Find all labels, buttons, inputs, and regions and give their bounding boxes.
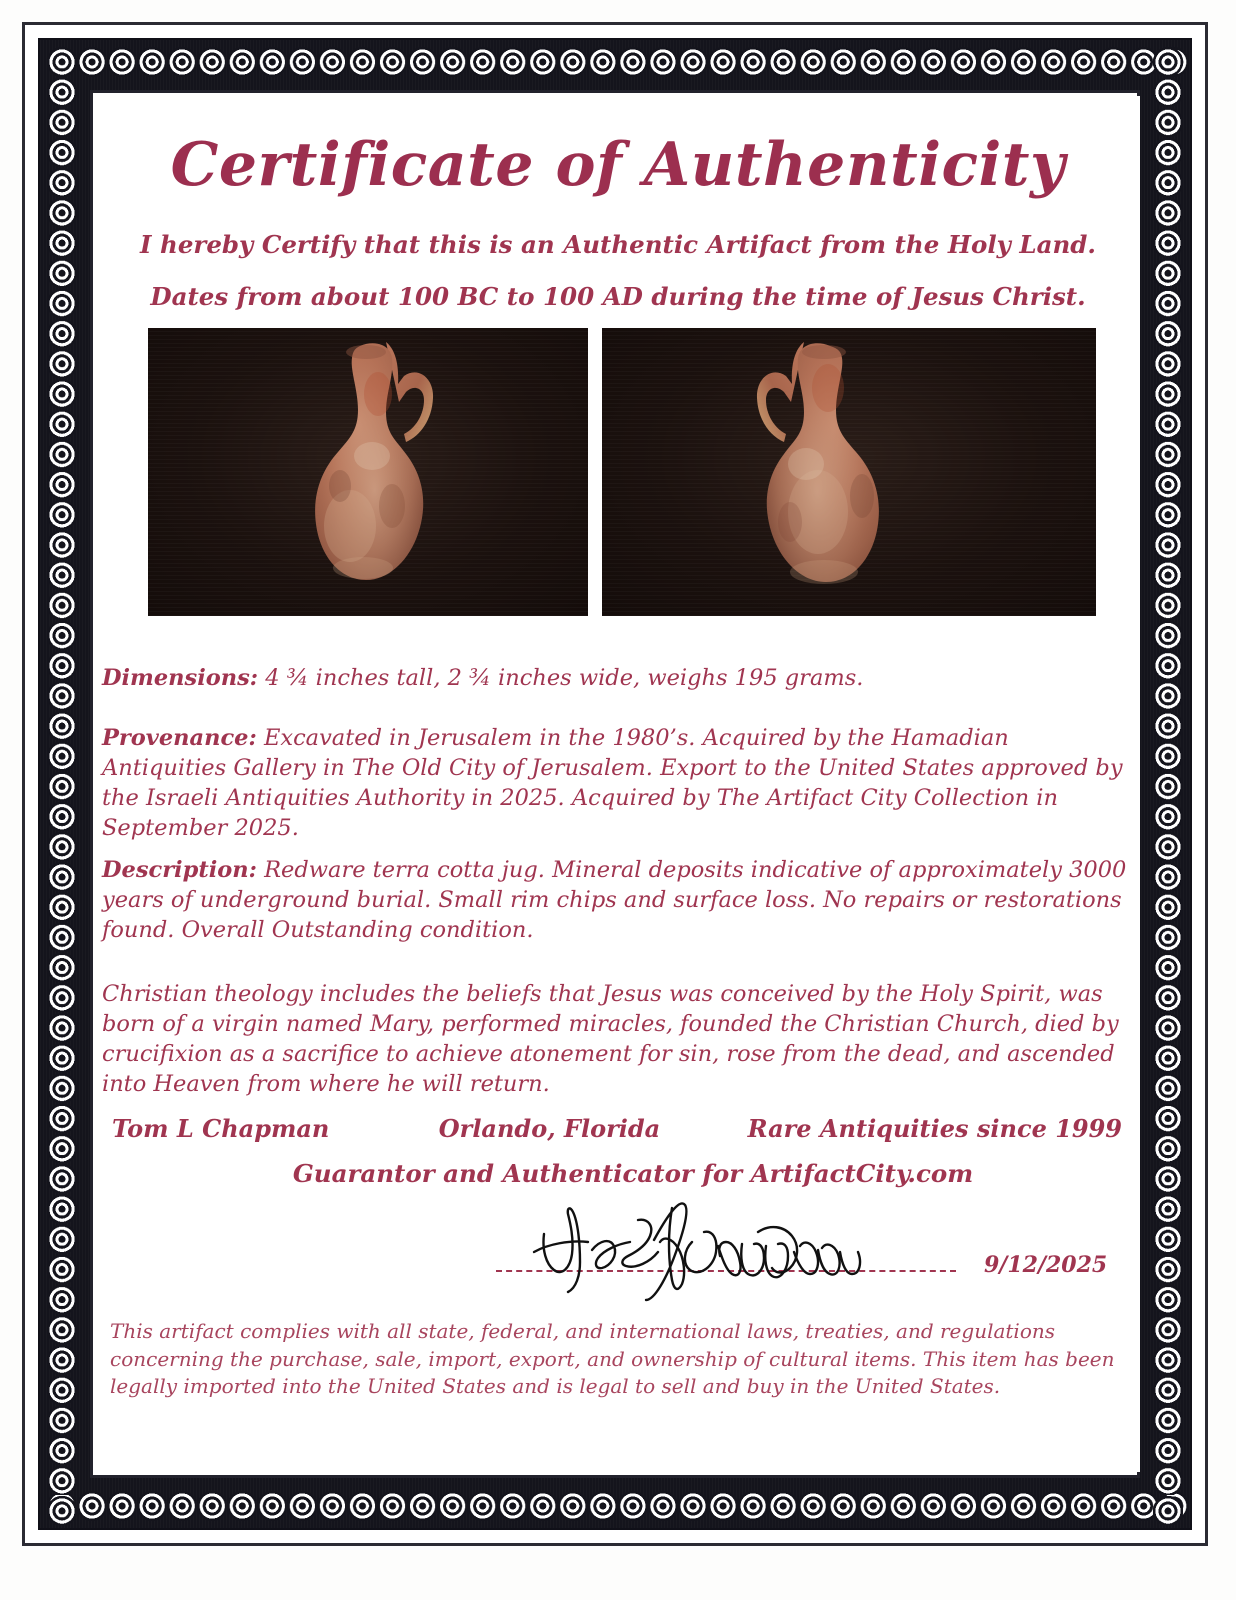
certificate-title: Certificate of Authenticity: [170, 130, 1066, 200]
provenance-label: Provenance:: [102, 724, 257, 751]
provenance-value: Excavated in Jerusalem in the 1980’s. Acquired by the Hamadian Antiquities Gallery in The Old City of Jerusalem. Export to the United States approved by the Israeli Antiquities Authority in 2025. Acquired by The Artifact City Collection in September 2025.: [102, 724, 1123, 841]
artifact-photo-back: [602, 328, 1096, 616]
description-paragraph: [102, 855, 1132, 945]
handwritten-signature-icon: [526, 1196, 926, 1304]
certificate-content: [96, 96, 1140, 1472]
dimensions-paragraph: [102, 663, 1132, 693]
jug-front-icon: [300, 336, 450, 608]
dating-statement: Dates from about 100 BC to 100 AD during the time of Jesus Christ.: [150, 281, 1086, 311]
border-circles-right-icon: [1152, 46, 1184, 1526]
signature-date: 9/12/2025: [984, 1252, 1108, 1278]
jug-back-icon: [732, 336, 897, 608]
dimensions-value: 4 ¾ inches tall, 2 ¾ inches wide, weighs 195 grams.: [265, 664, 864, 691]
border-circles-bottom-icon: [46, 1490, 1188, 1522]
artifact-photo-row: [148, 328, 1096, 616]
signatory-line: [112, 1114, 1122, 1143]
border-circles-top-icon: [46, 46, 1188, 78]
signature-area: [496, 1204, 1136, 1284]
theology-paragraph: Christian theology includes the beliefs that Jesus was conceived by the Holy Spirit, was born of a virgin named Mary, performed miracles, founded the Christian Church, died by crucifixion as a sacrifice to achieve atonement for sin, rose from the dead, and ascended into Heaven from where he will return.: [102, 980, 1119, 1097]
signatory-role: Guarantor and Authenticator for ArtifactCity.com: [292, 1159, 974, 1188]
legal-compliance-text: This artifact complies with all state, federal, and international laws, treaties, and regulations concerning the purchase, sale, import, export, and ownership of cultural items. This item has been legally imported into the United States and is legal to sell and buy in the United States.: [110, 1319, 1115, 1398]
description-label: Description:: [102, 856, 257, 883]
signatory-name: Tom L Chapman: [112, 1114, 330, 1143]
artifact-photo-front: [148, 328, 588, 616]
provenance-paragraph: [102, 723, 1132, 843]
description-value: Redware terra cotta jug. Mineral deposits indicative of approximately 3000 years of underground burial. Small rim chips and surface loss. No repairs or restorations found. Overall Outstanding condition.: [102, 856, 1127, 943]
border-circles-left-icon: [46, 46, 78, 1526]
dimensions-label: Dimensions:: [102, 664, 259, 691]
certify-statement: I hereby Certify that this is an Authentic Artifact from the Holy Land.: [140, 230, 1096, 259]
signatory-credential: Rare Antiquities since 1999: [747, 1114, 1122, 1143]
signatory-location: Orlando, Florida: [438, 1114, 661, 1143]
